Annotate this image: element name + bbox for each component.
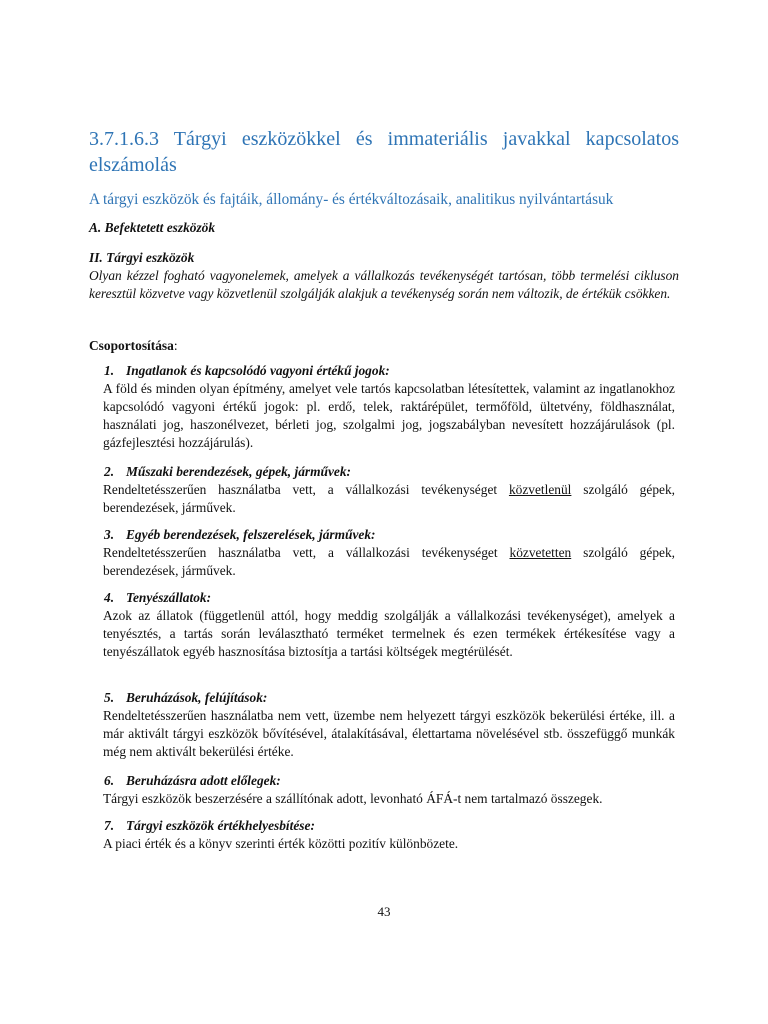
item-5-heading (104, 689, 676, 707)
subsection-heading: A tárgyi eszközök és fajtáik, állomány- és értékváltozásaik, analitikus nyilvántartásuk (89, 191, 614, 208)
item-number: 1. (104, 363, 115, 378)
item-6-text: Tárgyi eszközök beszerzésére a szállítónak adott, levonható ÁFÁ-t nem tartalmazó összegek. (103, 791, 603, 806)
item-4-heading (104, 589, 676, 607)
item-title: Műszaki berendezések, gépek, járművek: (126, 464, 352, 479)
section-heading: 3.7.1.6.3 Tárgyi eszközökkel és immateriális javakkal kapcsolatos elszámolás (89, 128, 679, 176)
item-number: 2. (104, 464, 115, 479)
item-2-text (103, 481, 675, 517)
item-title: Tenyészállatok: (126, 590, 212, 605)
item-7-text: A piaci érték és a könyv szerinti érték közötti pozitív különbözete. (103, 836, 459, 851)
item-title: Beruházásra adott előlegek: (126, 773, 281, 788)
item-number: 7. (104, 818, 115, 833)
item-7-heading (104, 817, 676, 835)
grouping-label: Csoportosítása (89, 338, 174, 353)
item-1-text: A föld és minden olyan építmény, amelyet vele tartós kapcsolatban létesítettek, valamint az ingatlanokhoz kapcsolódó vagyoni értékű jogok: pl. erdő, telek, raktárépület, termőföld, ültetvény, földhasználat, használati jog, haszonélvezet, bérleti jog, szolgalmi jog, jogszabályban nevesített hozzájárulások (pl. gázfejlesztési hozzájárulás). (103, 381, 675, 450)
grouping-heading (89, 337, 676, 355)
item-text-post: szolgáló gépek, berendezések, járművek. (103, 545, 675, 578)
item-2-heading (104, 463, 676, 481)
item-number: 3. (104, 527, 115, 542)
item-title: Egyéb berendezések, felszerelések, járművek: (126, 527, 376, 542)
section-ii-heading: II. Tárgyi eszközök (89, 250, 195, 265)
section-a-heading: A. Befektetett eszközök (89, 220, 216, 235)
grouping-colon: : (173, 338, 178, 353)
item-title: Beruházások, felújítások: (126, 690, 268, 705)
item-number: 6. (104, 773, 115, 788)
page-number: 43 (377, 904, 391, 919)
item-text-underlined: közvetetten (509, 545, 572, 560)
item-number: 5. (104, 690, 115, 705)
item-1-heading (104, 362, 676, 380)
item-title: Ingatlanok és kapcsolódó vagyoni értékű jogok: (126, 363, 390, 378)
item-4-text: Azok az állatok (függetlenül attól, hogy meddig szolgálják a vállalkozási tevékenységet), amelyek a tenyésztés, a tartás során leválasztható terméket termelnek és ezen termékek értékesítése vagy a tenyészállatok egyéb hasznosítása biztosítja a tartási költségek megtérülését. (103, 608, 675, 659)
item-5-text: Rendeltetésszerűen használatba nem vett, üzembe nem helyezett tárgyi eszközök bekerülési értéke, ill. a már aktivált tárgyi eszközök bővítésével, átalakításával, élettartama növelésével stb. összefüggő munkák még nem aktivált bekerülési értéke. (103, 708, 675, 759)
item-text-pre: Rendeltetésszerűen használatba vett, a vállalkozási tevékenységet (103, 482, 509, 497)
item-text-post: szolgáló gépek, berendezések, járművek. (103, 482, 675, 515)
item-3-heading (104, 526, 676, 544)
definition-text: Olyan kézzel fogható vagyonelemek, amelyek a vállalkozás tevékenységét tartósan, több termelési cikluson keresztül közvetve vagy közvetlenül szolgálják alakjuk a tevékenység során nem változik, de értékük csökken. (89, 268, 679, 301)
item-title: Tárgyi eszközök értékhelyesbítése: (126, 818, 315, 833)
item-6-heading (104, 772, 676, 790)
item-text-pre: Rendeltetésszerűen használatba vett, a vállalkozási tevékenységet (103, 545, 510, 560)
item-3-text (103, 544, 675, 580)
item-number: 4. (104, 590, 115, 605)
item-text-underlined: közvetlenül (508, 482, 572, 497)
